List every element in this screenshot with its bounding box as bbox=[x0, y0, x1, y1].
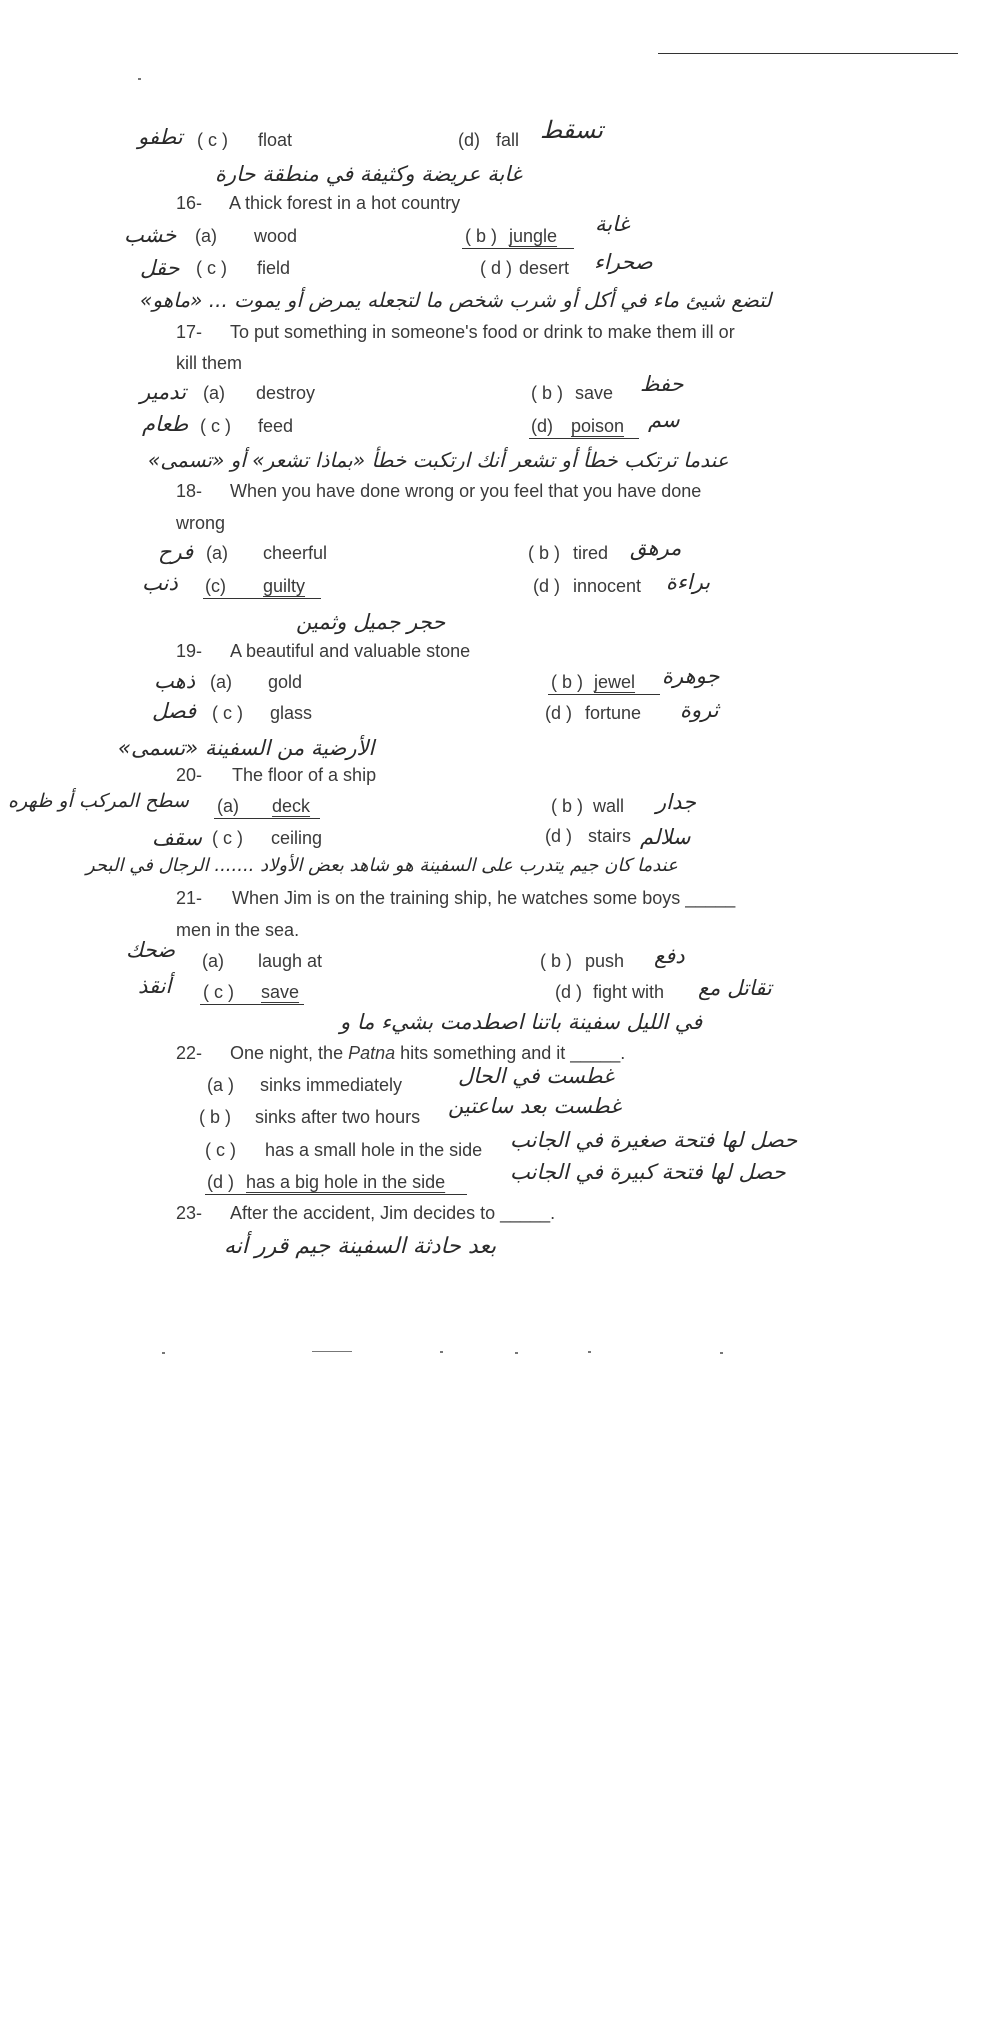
handwritten-option-a: فرح bbox=[158, 540, 194, 564]
question-text: The floor of a ship bbox=[232, 765, 377, 785]
handwritten-gloss: عندما كان جيم يتدرب على السفينة هو شاهد بعض الأولاد ....... الرجال في البحر bbox=[86, 855, 678, 876]
option-d-marker: ( d ) bbox=[480, 258, 513, 278]
option-c-marker: (c) bbox=[205, 576, 226, 596]
handwritten-option-b: غطست بعد ساعتين bbox=[448, 1094, 622, 1118]
option-c-marker: ( c ) bbox=[205, 1140, 236, 1160]
handwritten-option-c: حقل bbox=[140, 256, 180, 280]
scan-speck bbox=[720, 1352, 723, 1354]
option-a-marker: (a ) bbox=[207, 1075, 234, 1095]
handwritten-gloss: في الليل سفينة باتنا اصطدمت بشيء ما و bbox=[340, 1010, 703, 1034]
question-number: 23- bbox=[176, 1203, 203, 1223]
question-text-line-2: men in the sea. bbox=[176, 920, 300, 940]
option-c-marker: ( c ) bbox=[196, 258, 227, 278]
option-c-text: field bbox=[257, 258, 291, 278]
handwritten-option-d: حصل لها فتحة كبيرة في الجانب bbox=[510, 1160, 786, 1184]
option-c-text: has a small hole in the side bbox=[265, 1140, 483, 1160]
scan-speck bbox=[588, 1351, 591, 1353]
option-d-text-selected: has a big hole in the side bbox=[246, 1172, 446, 1192]
answer-underline bbox=[203, 598, 321, 599]
option-b-text-selected: jungle bbox=[509, 226, 558, 246]
question-number: 17- bbox=[176, 322, 203, 342]
handwritten-option-c: طعام bbox=[142, 412, 189, 436]
option-b-text: wall bbox=[593, 796, 625, 816]
option-d-marker: (d) bbox=[531, 416, 553, 436]
answer-underline bbox=[548, 694, 660, 695]
question-number: 18- bbox=[176, 481, 203, 501]
question-text-start: One night, the bbox=[230, 1043, 349, 1063]
handwritten-option-c: ذنب bbox=[142, 571, 178, 595]
handwritten-gloss: غابة عريضة وكثيفة في منطقة حارة bbox=[215, 162, 522, 186]
option-b-marker: ( b ) bbox=[531, 383, 564, 403]
option-b-marker: ( b ) bbox=[540, 951, 573, 971]
option-b-text: tired bbox=[573, 543, 609, 563]
option-a-text: sinks immediately bbox=[260, 1075, 403, 1095]
option-d-text: fall bbox=[496, 130, 520, 150]
option-a-marker: (a) bbox=[195, 226, 217, 246]
option-a-marker: (a) bbox=[206, 543, 228, 563]
option-b-marker: ( b ) bbox=[465, 226, 498, 246]
handwritten-option-d: سلالم bbox=[640, 825, 691, 849]
handwritten-option-b: غابة bbox=[595, 212, 630, 236]
handwritten-gloss: عندما ترتكب خطأ أو تشعر أنك ارتكبت خطأ «بماذا تشعر» أو «تسمى» bbox=[148, 448, 729, 472]
option-a-text: laugh at bbox=[258, 951, 323, 971]
answer-underline bbox=[205, 1194, 467, 1195]
question-number: 20- bbox=[176, 765, 203, 785]
handwritten-option-d: سم bbox=[648, 408, 680, 432]
answer-underline bbox=[529, 438, 639, 439]
question-number: 21- bbox=[176, 888, 203, 908]
handwritten-option-a: ذهب bbox=[154, 669, 196, 693]
scan-speck bbox=[162, 1352, 165, 1354]
option-c-marker: ( c ) bbox=[203, 982, 234, 1002]
question-number: 19- bbox=[176, 641, 203, 661]
header-rule bbox=[658, 53, 958, 54]
handwritten-option-a: سطح المركب أو ظهره bbox=[8, 790, 189, 812]
handwritten-option-d: ثروة bbox=[680, 698, 719, 722]
option-a-marker: (a) bbox=[203, 383, 225, 403]
question-number: 16- bbox=[176, 193, 203, 213]
option-a-text: gold bbox=[268, 672, 303, 692]
scan-speck bbox=[440, 1351, 443, 1353]
question-text: A thick forest in a hot country bbox=[229, 193, 461, 213]
option-c-marker: ( c ) bbox=[212, 828, 243, 848]
option-a-text: destroy bbox=[256, 383, 316, 403]
option-b-marker: ( b ) bbox=[528, 543, 561, 563]
option-d-marker: (d ) bbox=[533, 576, 560, 596]
question-number: 22- bbox=[176, 1043, 203, 1063]
option-d-text: desert bbox=[519, 258, 570, 278]
handwritten-option-d: تقاتل مع bbox=[698, 976, 772, 1000]
handwritten-option-b: جوهرة bbox=[662, 664, 720, 688]
handwritten-option-b: حفظ bbox=[640, 372, 684, 396]
handwritten-option-a: خشب bbox=[124, 223, 177, 247]
question-text bbox=[230, 1043, 625, 1064]
option-c-text-selected: save bbox=[261, 982, 300, 1002]
option-c-text-selected: guilty bbox=[263, 576, 306, 596]
question-text-end: hits something and it _____. bbox=[395, 1043, 626, 1063]
handwritten-option-d: تسقط bbox=[540, 116, 604, 144]
option-a-text: cheerful bbox=[263, 543, 328, 563]
option-b-text: push bbox=[585, 951, 625, 971]
speck bbox=[138, 78, 141, 80]
option-d-text: fight with bbox=[593, 982, 665, 1002]
option-d-text: stairs bbox=[588, 826, 632, 846]
handwritten-option-d: صحراء bbox=[594, 250, 653, 274]
option-b-text: save bbox=[575, 383, 614, 403]
option-d-marker: (d ) bbox=[555, 982, 582, 1002]
answer-underline bbox=[214, 818, 320, 819]
option-b-text-selected: jewel bbox=[594, 672, 636, 692]
handwritten-option-b: دفع bbox=[654, 944, 685, 968]
option-c-marker: ( c ) bbox=[212, 703, 243, 723]
option-c-text: ceiling bbox=[271, 828, 323, 848]
option-d-text-selected: poison bbox=[571, 416, 625, 436]
answer-underline bbox=[462, 248, 574, 249]
handwritten-option-a: تدمير bbox=[140, 380, 187, 404]
handwritten-gloss: بعد حادثة السفينة جيم قرر أنه bbox=[224, 1234, 497, 1259]
question-text-line-1: When you have done wrong or you feel that you have done bbox=[230, 481, 702, 501]
question-text-line-2: kill them bbox=[176, 353, 243, 373]
scan-speck bbox=[312, 1351, 352, 1352]
handwritten-gloss: لتضع شيئ ماء في أكل أو شرب شخص ما لتجعله يمرض أو يموت ... «ماهو» bbox=[140, 288, 772, 312]
option-c-marker: ( c ) bbox=[200, 416, 231, 436]
option-d-marker: (d ) bbox=[545, 826, 572, 846]
handwritten-option-c: أنقذ bbox=[138, 974, 172, 998]
answer-underline bbox=[200, 1004, 304, 1005]
handwritten-option-b: مرهق bbox=[630, 536, 682, 560]
option-d-marker: (d ) bbox=[207, 1172, 234, 1192]
handwritten-gloss: حجر جميل وثمين bbox=[296, 610, 446, 634]
option-c-marker: ( c ) bbox=[197, 130, 228, 150]
handwritten-option-d: براءة bbox=[666, 570, 711, 594]
handwritten-option-c: تطفو bbox=[138, 125, 183, 149]
question-text: A beautiful and valuable stone bbox=[230, 641, 471, 661]
handwritten-option-c: حصل لها فتحة صغيرة في الجانب bbox=[510, 1128, 798, 1152]
question-text: After the accident, Jim decides to _____. bbox=[230, 1203, 556, 1223]
question-text-line-1: When Jim is on the training ship, he watches some boys _____ bbox=[232, 888, 736, 908]
option-c-text: glass bbox=[270, 703, 313, 723]
option-b-marker: ( b ) bbox=[551, 796, 584, 816]
option-d-text: fortune bbox=[585, 703, 642, 723]
handwritten-option-c: سقف bbox=[152, 826, 202, 850]
option-a-marker: (a) bbox=[217, 796, 239, 816]
question-text-line-2: wrong bbox=[176, 513, 226, 533]
option-c-text: float bbox=[258, 130, 293, 150]
option-a-text: wood bbox=[254, 226, 298, 246]
option-d-text: innocent bbox=[573, 576, 642, 596]
handwritten-gloss: الأرضية من السفينة «تسمى» bbox=[118, 736, 375, 760]
option-c-text: feed bbox=[258, 416, 294, 436]
option-b-marker: ( b ) bbox=[551, 672, 584, 692]
handwritten-option-a: غطست في الحال bbox=[458, 1064, 614, 1088]
option-a-marker: (a) bbox=[202, 951, 224, 971]
handwritten-option-b: جدار bbox=[656, 790, 696, 814]
question-text-line-1: To put something in someone's food or drink to make them ill or bbox=[230, 322, 735, 342]
option-a-text-selected: deck bbox=[272, 796, 311, 816]
option-d-marker: (d) bbox=[458, 130, 480, 150]
option-a-marker: (a) bbox=[210, 672, 232, 692]
scan-speck bbox=[515, 1352, 518, 1354]
option-b-text: sinks after two hours bbox=[255, 1107, 421, 1127]
handwritten-option-a: ضحك bbox=[126, 938, 176, 962]
handwritten-option-c: فصل bbox=[152, 699, 197, 723]
option-b-marker: ( b ) bbox=[199, 1107, 232, 1127]
ship-name: Patna bbox=[348, 1043, 396, 1063]
option-d-marker: (d ) bbox=[545, 703, 572, 723]
